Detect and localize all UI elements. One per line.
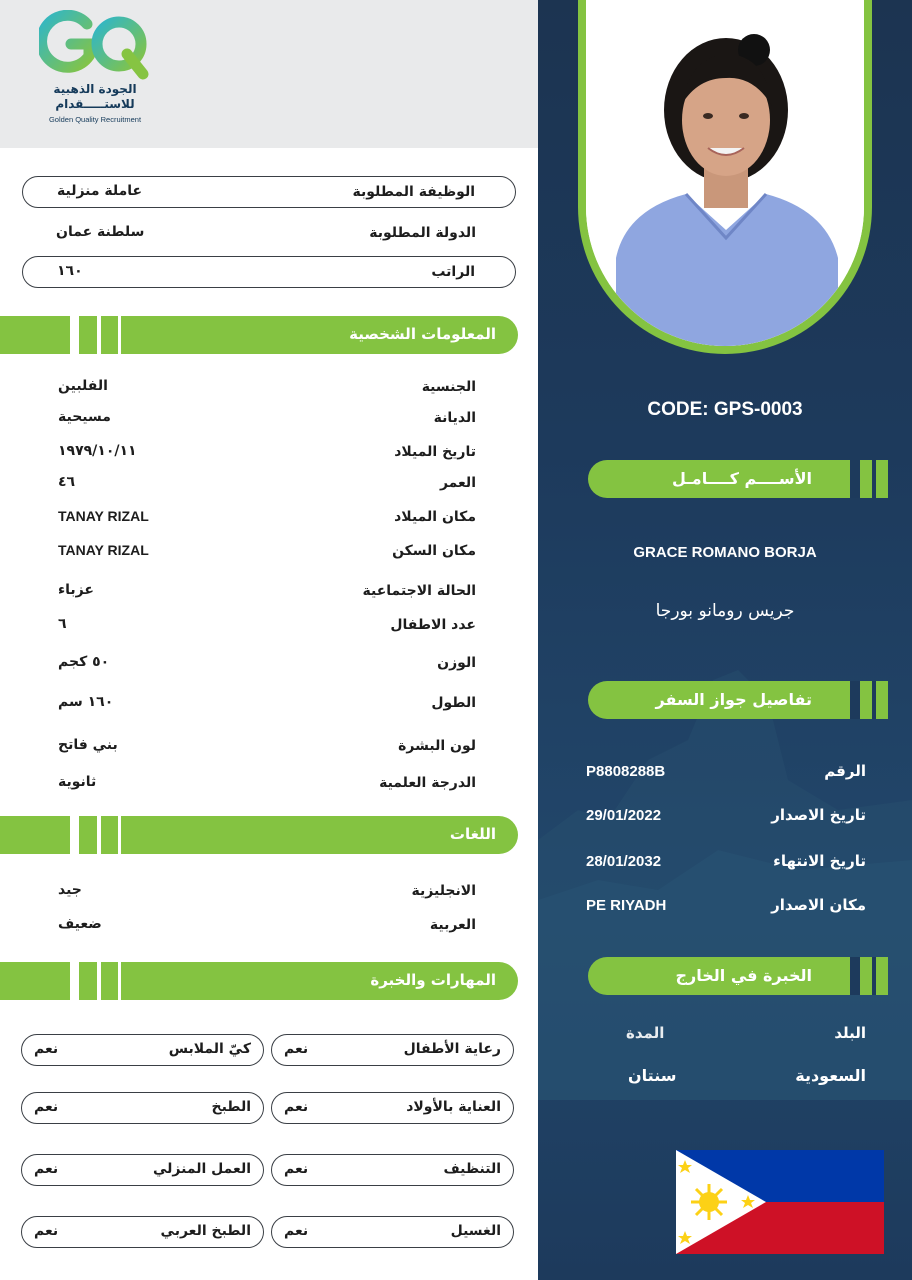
section-passport bbox=[588, 681, 888, 719]
info-row-children bbox=[0, 614, 538, 638]
passport-label: تاريخ الاصدار bbox=[771, 806, 866, 824]
skill-childcare bbox=[271, 1034, 514, 1066]
skill-value: نعم bbox=[284, 1161, 309, 1177]
info-label: الوزن bbox=[437, 655, 476, 671]
info-label: لون البشرة bbox=[398, 738, 476, 754]
candidate-code: CODE: GPS-0003 bbox=[647, 399, 803, 420]
info-value: مسيحية bbox=[58, 409, 111, 425]
info-value: ثانوية bbox=[58, 774, 97, 790]
info-label: الجنسية bbox=[421, 379, 476, 395]
language-label: الانجليزية bbox=[411, 883, 476, 899]
skill-value: نعم bbox=[34, 1161, 59, 1177]
skill-laundry bbox=[271, 1216, 514, 1248]
candidate-name-arabic: جريس رومانو بورجا bbox=[655, 601, 795, 621]
passport-label: تاريخ الانتهاء bbox=[773, 852, 866, 870]
section-experience bbox=[588, 957, 888, 995]
skill-label: الطبخ العربي bbox=[160, 1223, 251, 1239]
info-value: TANAY RIZAL bbox=[58, 542, 149, 558]
candidate-photo bbox=[586, 0, 864, 346]
skill-label: الغسيل bbox=[450, 1223, 501, 1239]
skill-label: التنظيف bbox=[443, 1161, 501, 1177]
passport-value: 29/01/2022 bbox=[586, 807, 662, 824]
salary-label: الراتب bbox=[431, 264, 475, 280]
logo-arabic-line2: للاستـــــقدام bbox=[55, 97, 135, 111]
info-row-nationality bbox=[0, 376, 538, 400]
info-value: TANAY RIZAL bbox=[58, 508, 149, 524]
passport-row-issue-place bbox=[538, 894, 912, 920]
info-value: ٦ bbox=[58, 616, 67, 632]
logo-english-name: Golden Quality Recruitment bbox=[48, 115, 142, 124]
info-label: مكان السكن bbox=[392, 543, 476, 559]
job-country-label: الدولة المطلوبة bbox=[369, 225, 476, 241]
info-row-education bbox=[0, 772, 538, 796]
section-personal-info bbox=[0, 316, 518, 354]
section-full-name-title: الأســــم كــــامـل bbox=[672, 469, 812, 488]
passport-value: PE RIYADH bbox=[586, 897, 667, 914]
section-passport-title: تفاصيل جواز السفر bbox=[655, 690, 812, 709]
skill-value: نعم bbox=[34, 1223, 59, 1239]
experience-duration-value: سنتان bbox=[628, 1066, 677, 1085]
info-label: الديانة bbox=[433, 410, 476, 426]
job-country-value: سلطنة عمان bbox=[56, 224, 145, 240]
passport-row-expiry-date bbox=[538, 850, 912, 876]
job-country-row bbox=[22, 218, 516, 250]
salary-value: ١٦٠ bbox=[57, 263, 83, 279]
skill-label: العناية بالأولاد bbox=[406, 1099, 501, 1115]
info-row-weight bbox=[0, 652, 538, 676]
info-value: بني فاتح bbox=[58, 737, 118, 753]
section-skills-title: المهارات والخبرة bbox=[370, 971, 496, 989]
philippines-flag bbox=[676, 1150, 884, 1254]
skill-ironing bbox=[21, 1034, 264, 1066]
experience-duration-header: المدة bbox=[626, 1024, 665, 1042]
experience-country-header: البلد bbox=[834, 1024, 866, 1042]
info-row-residence bbox=[0, 540, 538, 564]
info-row-skin-color bbox=[0, 735, 538, 759]
candidate-name-english: GRACE ROMANO BORJA bbox=[633, 544, 817, 561]
info-label: تاريخ الميلاد bbox=[394, 444, 476, 460]
company-logo bbox=[30, 10, 160, 138]
candidate-photo-icon bbox=[586, 0, 864, 346]
skill-label: العمل المنزلي bbox=[153, 1161, 251, 1177]
section-experience-title: الخبرة في الخارج bbox=[675, 966, 812, 985]
skill-label: رعاية الأطفال bbox=[403, 1041, 501, 1057]
gq-logo-icon bbox=[39, 10, 151, 82]
skill-cooking bbox=[21, 1092, 264, 1124]
info-row-birth-place bbox=[0, 506, 538, 530]
logo-arabic-line1: الجودة الذهبية bbox=[53, 82, 137, 96]
passport-label: مكان الاصدار bbox=[771, 896, 866, 914]
passport-value: 28/01/2032 bbox=[586, 853, 662, 870]
info-row-birth-date bbox=[0, 441, 538, 465]
job-position-value: عاملة منزلية bbox=[57, 183, 143, 199]
passport-row-number bbox=[538, 760, 912, 786]
skill-arabic-cooking bbox=[21, 1216, 264, 1248]
info-label: الحالة الاجتماعية bbox=[362, 583, 476, 599]
info-label: مكان الميلاد bbox=[394, 509, 476, 525]
skill-cleaning bbox=[271, 1154, 514, 1186]
language-row-english bbox=[0, 880, 538, 904]
language-level: ضعيف bbox=[58, 916, 102, 932]
philippines-flag-icon bbox=[676, 1150, 884, 1254]
info-value: عزباء bbox=[58, 582, 94, 598]
info-value: ١٩٧٩/١٠/١١ bbox=[58, 443, 137, 459]
passport-label: الرقم bbox=[824, 762, 866, 780]
section-full-name bbox=[588, 460, 888, 498]
skill-value: نعم bbox=[284, 1099, 309, 1115]
skill-label: كيّ الملابس bbox=[168, 1041, 251, 1057]
info-row-age bbox=[0, 472, 538, 496]
info-label: عدد الاطفال bbox=[390, 617, 476, 633]
language-level: جيد bbox=[58, 882, 82, 898]
experience-country-value: السعودية bbox=[795, 1066, 866, 1085]
passport-value: P8808288B bbox=[586, 763, 666, 780]
skill-kids-care bbox=[271, 1092, 514, 1124]
info-value: ١٦٠ سم bbox=[58, 694, 114, 710]
info-row-height bbox=[0, 692, 538, 716]
info-value: ٤٦ bbox=[58, 474, 76, 490]
salary-row bbox=[22, 256, 516, 288]
skill-value: نعم bbox=[284, 1041, 309, 1057]
section-skills bbox=[0, 962, 518, 1000]
language-label: العربية bbox=[429, 917, 476, 933]
skill-housework bbox=[21, 1154, 264, 1186]
language-row-arabic bbox=[0, 914, 538, 938]
info-label: الطول bbox=[431, 695, 476, 711]
info-value: ٥٠ كجم bbox=[58, 654, 110, 670]
info-row-religion bbox=[0, 407, 538, 431]
section-languages bbox=[0, 816, 518, 854]
job-position-label: الوظيفة المطلوبة bbox=[352, 184, 475, 200]
info-label: العمر bbox=[439, 475, 476, 491]
skill-value: نعم bbox=[284, 1223, 309, 1239]
info-value: الفلبين bbox=[58, 378, 108, 394]
job-position-row bbox=[22, 176, 516, 208]
info-row-marital-status bbox=[0, 580, 538, 604]
section-languages-title: اللغات bbox=[449, 825, 496, 843]
section-personal-title: المعلومات الشخصية bbox=[349, 325, 496, 343]
skill-label: الطبخ bbox=[211, 1099, 251, 1115]
passport-row-issue-date bbox=[538, 804, 912, 830]
right-panel bbox=[538, 0, 912, 1280]
photo-frame bbox=[578, 0, 872, 354]
skill-value: نعم bbox=[34, 1099, 59, 1115]
skill-value: نعم bbox=[34, 1041, 59, 1057]
info-label: الدرجة العلمية bbox=[379, 775, 476, 791]
